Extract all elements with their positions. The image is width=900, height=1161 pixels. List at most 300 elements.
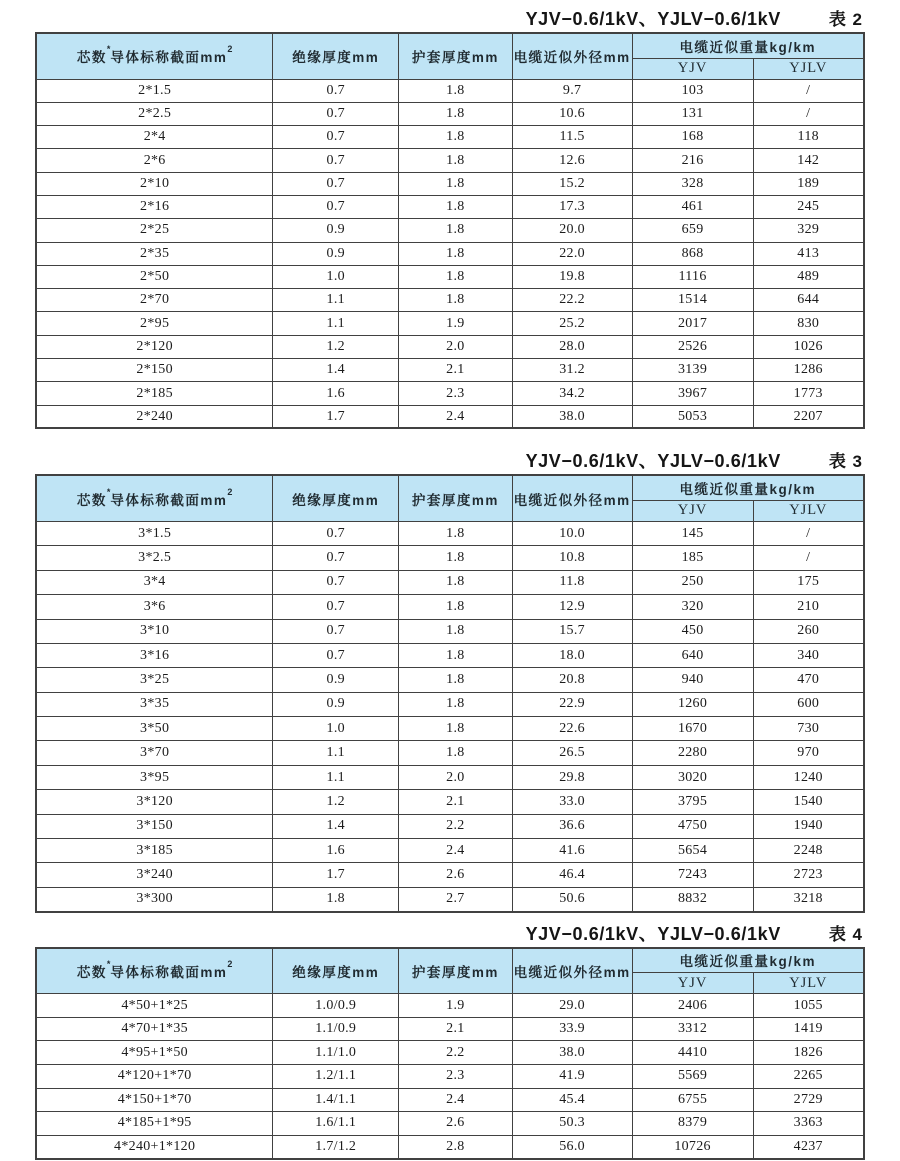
table-row [36,79,864,102]
table-cell: 5053 [632,405,753,428]
table-cell: 2*185 [36,382,273,405]
table-cell: 1.8 [399,521,512,545]
table-cell: 1.9 [399,994,512,1018]
table-cell: 2.4 [399,1088,512,1112]
table-cell: 10.8 [512,546,632,570]
table-cell: 185 [632,546,753,570]
table-cell: 600 [753,692,864,716]
table-title: YJV−0.6/1kV、YJLV−0.6/1kV [525,923,781,944]
table-body [36,79,864,428]
table-cell: 4*150+1*70 [36,1088,273,1112]
table-cell: 1.1 [273,765,399,789]
table-cell: 1.2/1.1 [273,1064,399,1088]
col-header-approx-weight: 电缆近似重量kg/km [632,33,864,58]
table-cell: 0.7 [273,79,399,102]
table-cell: 0.9 [273,219,399,242]
col-header-sheath-thickness: 护套厚度mm [399,475,512,521]
table-header [36,475,864,521]
table-cell: 3*50 [36,717,273,741]
table-cell: 17.3 [512,195,632,218]
table-cell: 640 [632,643,753,667]
table-cell: 2248 [753,839,864,863]
table-cell: 2.6 [399,1112,512,1136]
table-cell: 2.1 [399,790,512,814]
table-row [36,382,864,405]
col-header-core-section [36,33,273,79]
col-header-sheath-thickness: 护套厚度mm [399,33,512,79]
table-cell: 38.0 [512,405,632,428]
table-title-row [35,447,865,474]
table-row [36,312,864,335]
table-cell: 3218 [753,887,864,911]
table-cell: 2*25 [36,219,273,242]
table-row [36,126,864,149]
table-cell: 1055 [753,994,864,1018]
header-superscript: 2 [227,486,233,497]
table-cell: 1.4 [273,359,399,382]
table-row [36,887,864,911]
table-cell: 36.6 [512,814,632,838]
table-cell: 1.8 [399,79,512,102]
table-cell: 2.3 [399,382,512,405]
table-row [36,643,864,667]
col-header-approx-weight: 电缆近似重量kg/km [632,948,864,973]
table-row [36,765,864,789]
table-cell: 0.7 [273,521,399,545]
table-cell: 18.0 [512,643,632,667]
table-cell: 1.8 [399,149,512,172]
table-row [36,1041,864,1065]
table-cell: 3*2.5 [36,546,273,570]
table-cell: 0.7 [273,570,399,594]
table-cell: 28.0 [512,335,632,358]
table-cell: 0.7 [273,643,399,667]
table-row [36,619,864,643]
table-cell: 250 [632,570,753,594]
table-cell: 450 [632,619,753,643]
table-cell: 2*1.5 [36,79,273,102]
table-cell: 4*185+1*95 [36,1112,273,1136]
table-cell: 260 [753,619,864,643]
header-text: 芯数 [76,50,107,66]
table-header [36,33,864,79]
table-row [36,102,864,125]
table-cell: 4410 [632,1041,753,1065]
table-cell: 1.8 [399,195,512,218]
table-cell: 1.8 [399,265,512,288]
table-row [36,335,864,358]
table-cell: 2*240 [36,405,273,428]
table-cell: 1.8 [399,595,512,619]
table-cell: 22.9 [512,692,632,716]
table-cell: 2*120 [36,335,273,358]
table-cell: 2723 [753,863,864,887]
table-cell: 131 [632,102,753,125]
table-cell: 3*240 [36,863,273,887]
table-row [36,149,864,172]
col-header-core-section [36,475,273,521]
table-cell: 3*300 [36,887,273,911]
table-row [36,790,864,814]
table-cell: 730 [753,717,864,741]
table-cell: 41.9 [512,1064,632,1088]
table-title-row [35,5,865,32]
table-cell: 1540 [753,790,864,814]
table-cell: 19.8 [512,265,632,288]
table-row [36,668,864,692]
table-cell: 3*150 [36,814,273,838]
col-header-insulation-thickness: 绝缘厚度mm [273,475,399,521]
table-cell: 0.9 [273,242,399,265]
table-cell: 38.0 [512,1041,632,1065]
table-cell: 145 [632,521,753,545]
table-cell: 1.1 [273,741,399,765]
table-row [36,595,864,619]
table-cell: 7243 [632,863,753,887]
table-cell: 175 [753,570,864,594]
table-cell: 2*70 [36,289,273,312]
table-cell: 3020 [632,765,753,789]
table-row [36,1017,864,1041]
table-cell: 5654 [632,839,753,863]
table-cell: 2*50 [36,265,273,288]
header-superscript: * [106,44,111,55]
header-superscript: * [106,486,111,497]
col-header-insulation-thickness: 绝缘厚度mm [273,948,399,994]
table-cell: 1.8 [399,102,512,125]
col-header-yjlv: YJLV [753,973,864,994]
col-header-outer-diameter: 电缆近似外径mm [512,948,632,994]
table-cell: 329 [753,219,864,242]
table-cell: 1026 [753,335,864,358]
cable-spec-table [35,474,865,912]
table-cell: 20.8 [512,668,632,692]
table-cell: 33.9 [512,1017,632,1041]
table-cell: 1.1/0.9 [273,1017,399,1041]
table-cell: 4*240+1*120 [36,1135,273,1159]
header-text: 芯数 [76,492,107,508]
table-row [36,814,864,838]
table-row [36,219,864,242]
table-cell: 10.6 [512,102,632,125]
table-cell: 2526 [632,335,753,358]
table-cell: 1514 [632,289,753,312]
table-cell: 2*6 [36,149,273,172]
table-cell: 0.7 [273,126,399,149]
table-cell: 33.0 [512,790,632,814]
table-row [36,839,864,863]
col-header-insulation-thickness: 绝缘厚度mm [273,33,399,79]
table-cell: 2*4 [36,126,273,149]
table-cell: 1.8 [399,289,512,312]
table-cell: 56.0 [512,1135,632,1159]
table-cell: 4*70+1*35 [36,1017,273,1041]
table-cell: 0.7 [273,102,399,125]
header-text: 导体标称截面mm [110,50,228,66]
table-cell: 1.6 [273,382,399,405]
table-cell: 1.8 [399,546,512,570]
table-header [36,948,864,994]
table-cell: 2017 [632,312,753,335]
table-cell: 3*70 [36,741,273,765]
table-cell: 2.2 [399,814,512,838]
table-row [36,692,864,716]
table-row [36,359,864,382]
table-body [36,994,864,1159]
table-cell: 189 [753,172,864,195]
table-cell: 644 [753,289,864,312]
table-cell: 15.7 [512,619,632,643]
table-cell: 1.8 [399,643,512,667]
table-cell: 0.7 [273,195,399,218]
col-header-outer-diameter: 电缆近似外径mm [512,475,632,521]
table-cell: 1419 [753,1017,864,1041]
table-cell: 2.0 [399,335,512,358]
table-cell: 1.8 [399,570,512,594]
table-cell: 413 [753,242,864,265]
table-cell: 2280 [632,741,753,765]
table-cell: 245 [753,195,864,218]
table-cell: 3967 [632,382,753,405]
table-cell: 1.6 [273,839,399,863]
table-cell: 4237 [753,1135,864,1159]
table-row [36,1112,864,1136]
table-cell: 46.4 [512,863,632,887]
col-header-outer-diameter: 电缆近似外径mm [512,33,632,79]
table-cell: 12.9 [512,595,632,619]
table-cell: 11.5 [512,126,632,149]
table-row [36,717,864,741]
table-cell: 168 [632,126,753,149]
col-header-yjv: YJV [632,973,753,994]
col-header-core-section [36,948,273,994]
table-row [36,265,864,288]
header-text: 芯数 [76,964,107,980]
table-cell: 3*16 [36,643,273,667]
table-cell: 1826 [753,1041,864,1065]
table-cell: 10726 [632,1135,753,1159]
spec-table-section [35,5,865,429]
table-cell: 2.1 [399,359,512,382]
table-cell: / [753,546,864,570]
table-cell: 22.6 [512,717,632,741]
table-cell: 2265 [753,1064,864,1088]
table-cell: 1.7/1.2 [273,1135,399,1159]
table-row [36,546,864,570]
table-cell: 0.7 [273,149,399,172]
table-cell: 3*120 [36,790,273,814]
col-header-sheath-thickness: 护套厚度mm [399,948,512,994]
table-cell: 1670 [632,717,753,741]
table-cell: 1.0 [273,717,399,741]
table-cell: 3795 [632,790,753,814]
table-cell: 1240 [753,765,864,789]
header-text: 导体标称截面mm [110,492,228,508]
table-cell: 5569 [632,1064,753,1088]
col-header-yjlv: YJLV [753,500,864,521]
table-cell: 2.0 [399,765,512,789]
table-cell: 1.8 [273,887,399,911]
table-cell: 9.7 [512,79,632,102]
table-cell: 103 [632,79,753,102]
header-superscript: 2 [227,958,233,969]
table-cell: 1.0 [273,265,399,288]
table-cell: 2406 [632,994,753,1018]
table-cell: 940 [632,668,753,692]
table-row [36,242,864,265]
table-row [36,994,864,1018]
table-body [36,521,864,911]
table-cell: 1.1 [273,312,399,335]
table-number-label: 表 3 [828,452,863,472]
table-cell: 2.3 [399,1064,512,1088]
table-cell: 8379 [632,1112,753,1136]
table-cell: 1.8 [399,741,512,765]
table-cell: 1.8 [399,242,512,265]
table-cell: 2.4 [399,405,512,428]
table-cell: 1.1/1.0 [273,1041,399,1065]
table-cell: 320 [632,595,753,619]
table-cell: 22.0 [512,242,632,265]
table-cell: 3*6 [36,595,273,619]
table-cell: 22.2 [512,289,632,312]
table-cell: 1.2 [273,790,399,814]
table-number-label: 表 4 [828,924,863,944]
table-cell: 3*10 [36,619,273,643]
table-cell: 0.9 [273,692,399,716]
table-cell: 328 [632,172,753,195]
table-cell: 3139 [632,359,753,382]
table-cell: 25.2 [512,312,632,335]
table-cell: 489 [753,265,864,288]
table-cell: 2*150 [36,359,273,382]
table-cell: 4*95+1*50 [36,1041,273,1065]
table-row [36,863,864,887]
table-cell: 1.4/1.1 [273,1088,399,1112]
table-cell: 6755 [632,1088,753,1112]
table-number-label: 表 2 [828,10,863,29]
cable-spec-table [35,947,865,1160]
table-cell: 3*4 [36,570,273,594]
table-cell: 0.7 [273,546,399,570]
table-cell: 3*25 [36,668,273,692]
table-cell: 830 [753,312,864,335]
table-cell: 4*50+1*25 [36,994,273,1018]
table-cell: 3*35 [36,692,273,716]
table-cell: 2*10 [36,172,273,195]
table-cell: 0.7 [273,595,399,619]
table-cell: 3*185 [36,839,273,863]
col-header-yjv: YJV [632,500,753,521]
table-cell: 1.8 [399,219,512,242]
table-cell: 26.5 [512,741,632,765]
table-cell: 1286 [753,359,864,382]
table-cell: 470 [753,668,864,692]
table-cell: 0.9 [273,668,399,692]
table-cell: 970 [753,741,864,765]
col-header-yjlv: YJLV [753,58,864,79]
table-cell: 50.6 [512,887,632,911]
table-cell: 1.8 [399,126,512,149]
table-cell: 3*95 [36,765,273,789]
table-cell: 1.6/1.1 [273,1112,399,1136]
cable-spec-table [35,32,865,429]
table-cell: 3*1.5 [36,521,273,545]
spec-table-section [35,447,865,912]
table-cell: / [753,102,864,125]
table-cell: 41.6 [512,839,632,863]
table-cell: 3363 [753,1112,864,1136]
table-cell: 1260 [632,692,753,716]
table-cell: 868 [632,242,753,265]
table-title: YJV−0.6/1kV、YJLV−0.6/1kV [525,451,781,472]
table-cell: 1.0/0.9 [273,994,399,1018]
table-cell: 2*2.5 [36,102,273,125]
spec-table-section [35,920,865,1160]
table-cell: 2*95 [36,312,273,335]
table-cell: 15.2 [512,172,632,195]
table-cell: 3312 [632,1017,753,1041]
table-row [36,741,864,765]
table-cell: 216 [632,149,753,172]
header-superscript: 2 [227,44,233,55]
table-cell: 2.7 [399,887,512,911]
table-row [36,1088,864,1112]
table-row [36,405,864,428]
table-cell: 2.4 [399,839,512,863]
table-cell: 10.0 [512,521,632,545]
table-cell: 1.2 [273,335,399,358]
col-header-approx-weight: 电缆近似重量kg/km [632,475,864,500]
table-cell: 50.3 [512,1112,632,1136]
table-cell: 0.7 [273,172,399,195]
table-row [36,1135,864,1159]
table-cell: 461 [632,195,753,218]
table-cell: 12.6 [512,149,632,172]
table-cell: 11.8 [512,570,632,594]
table-cell: 4*120+1*70 [36,1064,273,1088]
table-cell: 1.8 [399,619,512,643]
table-row [36,289,864,312]
table-cell: 2207 [753,405,864,428]
table-row [36,521,864,545]
table-cell: 340 [753,643,864,667]
table-row [36,195,864,218]
table-cell: 2729 [753,1088,864,1112]
table-cell: 1.8 [399,717,512,741]
table-cell: 20.0 [512,219,632,242]
table-cell: / [753,79,864,102]
table-cell: 31.2 [512,359,632,382]
table-row [36,1064,864,1088]
table-cell: 210 [753,595,864,619]
table-cell: 4750 [632,814,753,838]
table-cell: 29.0 [512,994,632,1018]
table-cell: 1.8 [399,692,512,716]
table-cell: 34.2 [512,382,632,405]
table-cell: 1.7 [273,863,399,887]
table-cell: 2.6 [399,863,512,887]
table-cell: 659 [632,219,753,242]
table-cell: 2.8 [399,1135,512,1159]
table-cell: 1116 [632,265,753,288]
table-cell: 1773 [753,382,864,405]
table-cell: 1.8 [399,172,512,195]
table-cell: 118 [753,126,864,149]
header-superscript: * [106,958,111,969]
table-title-row [35,920,865,947]
table-cell: 2.1 [399,1017,512,1041]
